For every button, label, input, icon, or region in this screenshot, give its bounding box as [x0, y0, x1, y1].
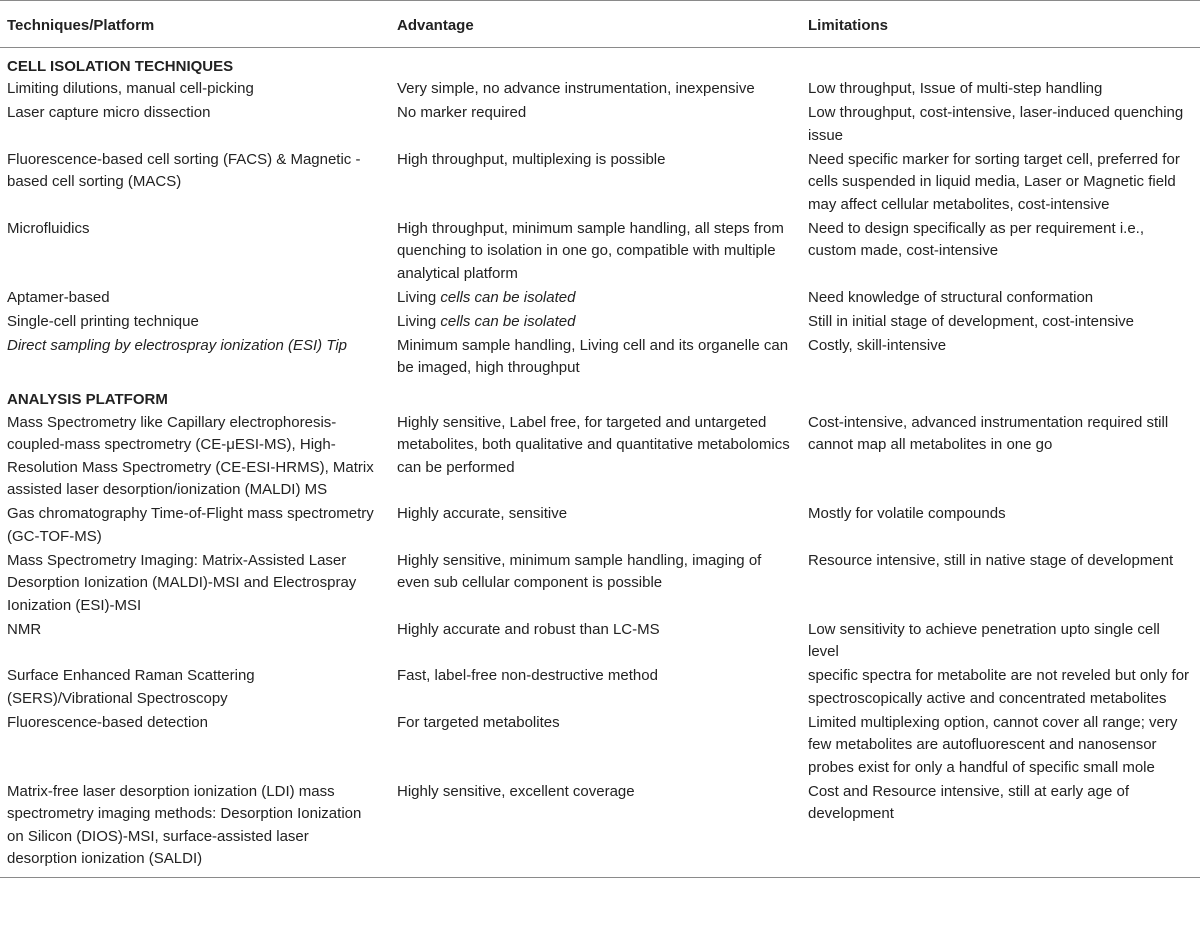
technique-cell: Microfluidics: [7, 219, 90, 237]
advantage-italic: cells can be isolated: [440, 312, 576, 330]
technique-cell: Fluorescence-based detection: [7, 713, 208, 731]
limitation-cell: Low throughput, Issue of multi-step handling: [808, 80, 1103, 97]
table-row: [0, 335, 1200, 382]
technique-cell: Limiting dilutions, manual cell-picking: [7, 80, 254, 97]
advantage-cell: Highly sensitive, excellent coverage: [390, 781, 801, 878]
table-row: [0, 665, 1200, 712]
table-body: [0, 47, 1200, 877]
advantage-cell: [390, 311, 801, 335]
advantage-cell: Minimum sample handling, Living cell and its organelle can be imaged, high throughput: [397, 336, 789, 376]
limitation-cell: Costly, skill-intensive: [808, 336, 947, 354]
table-row: [0, 311, 1200, 335]
technique-cell: NMR: [7, 620, 42, 638]
technique-cell: Direct sampling by electrospray ionization (ESI) Tip: [7, 336, 347, 354]
technique-cell: Single-cell printing technique: [7, 312, 199, 330]
section-row: [0, 47, 1200, 78]
advantage-cell: Very simple, no advance instrumentation, inexpensive: [397, 80, 755, 97]
table-row: [0, 619, 1200, 666]
limitation-cell: Resource intensive, still in native stage of development: [808, 551, 1174, 569]
table-row: [0, 287, 1200, 311]
limitation-cell: Mostly for volatile compounds: [808, 505, 1006, 522]
limitation-cell: Still in initial stage of development, cost-intensive: [808, 312, 1135, 330]
technique-cell: Aptamer-based: [7, 288, 110, 306]
advantage-prefix: Living: [397, 288, 441, 306]
technique-cell: Mass Spectrometry Imaging: Matrix-Assisted Laser Desorption Ionization (MALDI)-MSI and Electrospray Ionization (ESI)-MSI: [7, 551, 357, 614]
technique-cell: Gas chromatography Time-of-Flight mass spectrometry (GC-TOF-MS): [7, 505, 374, 545]
advantage-cell: Highly accurate and robust than LC-MS: [397, 620, 660, 638]
table-row: [0, 149, 1200, 218]
limitation-cell: Cost-intensive, advanced instrumentation required still cannot map all metabolites in one go: [808, 413, 1169, 453]
advantage-cell: [390, 287, 801, 311]
limitation-cell: Need to design specifically as per requirement i.e., custom made, cost-intensive: [808, 219, 1145, 259]
header-techniques: Techniques/Platform: [0, 1, 390, 48]
advantage-cell: Highly accurate, sensitive: [397, 505, 568, 522]
table-row: [0, 503, 1200, 550]
table-row: [0, 781, 1200, 878]
advantage-cell: Fast, label-free non-destructive method: [397, 667, 658, 684]
table-row: [0, 712, 1200, 781]
advantage-cell: High throughput, multiplexing is possible: [397, 150, 666, 168]
technique-cell: Mass Spectrometry like Capillary electrophoresis-coupled-mass spectrometry (CE-μESI-MS), High-Resolution Mass Spectrometry (CE-ESI-HRMS), Matrix assisted laser desorption/ionization (MALDI) MS: [7, 413, 374, 498]
section-title: CELL ISOLATION TECHNIQUES: [7, 57, 234, 75]
advantage-cell: Highly sensitive, Label free, for targeted and untargeted metabolites, both qualitative and quantitative metabolomics can be performed: [397, 413, 790, 476]
section-title: ANALYSIS PLATFORM: [7, 391, 168, 408]
limitation-cell: Low throughput, cost-intensive, laser-induced quenching issue: [808, 104, 1184, 144]
table-row: [0, 412, 1200, 504]
limitation-cell: Low sensitivity to achieve penetration upto single cell level: [808, 620, 1160, 660]
advantage-cell: No marker required: [397, 104, 527, 121]
table-row: [0, 550, 1200, 619]
header-row: [0, 1, 1200, 48]
header-limitations: Limitations: [801, 1, 1200, 48]
technique-cell: Surface Enhanced Raman Scattering (SERS)/Vibrational Spectroscopy: [7, 667, 255, 707]
advantage-italic: cells can be isolated: [440, 288, 576, 306]
limitation-cell: specific spectra for metabolite are not reveled but only for spectroscopically active and concentrated metabolites: [808, 667, 1190, 707]
advantage-cell: High throughput, minimum sample handling, all steps from quenching to isolation in one go, compatible with multiple analytical platform: [397, 219, 784, 282]
table-row: [0, 218, 1200, 287]
advantage-prefix: Living: [397, 312, 441, 330]
table-row: [0, 102, 1200, 149]
technique-cell: Matrix-free laser desorption ionization (LDI) mass spectrometry imaging methods: Desorption Ionization on Silicon (DIOS)-MSI, surface-assisted laser desorption ionization (SALDI): [0, 781, 390, 878]
header-advantage: Advantage: [390, 1, 801, 48]
table-row: [0, 78, 1200, 102]
limitation-cell: Cost and Resource intensive, still at early age of development: [801, 781, 1200, 878]
section-row: [0, 381, 1200, 412]
limitation-cell: Limited multiplexing option, cannot cover all range; very few metabolites are autofluorescent and nanosensor probes exist for only a handful of specific small mole: [808, 713, 1178, 776]
limitation-cell: Need specific marker for sorting target cell, preferred for cells suspended in liquid media, Laser or Magnetic field may affect cellular metabolites, cost-intensive: [808, 150, 1180, 213]
technique-cell: Laser capture micro dissection: [7, 104, 211, 121]
table-header: [0, 1, 1200, 48]
advantage-cell: For targeted metabolites: [397, 713, 560, 731]
limitation-cell: Need knowledge of structural conformation: [808, 288, 1094, 306]
technique-cell: Fluorescence-based cell sorting (FACS) & Magnetic -based cell sorting (MACS): [7, 150, 361, 190]
advantage-cell: Highly sensitive, minimum sample handling, imaging of even sub cellular component is possible: [397, 551, 762, 591]
